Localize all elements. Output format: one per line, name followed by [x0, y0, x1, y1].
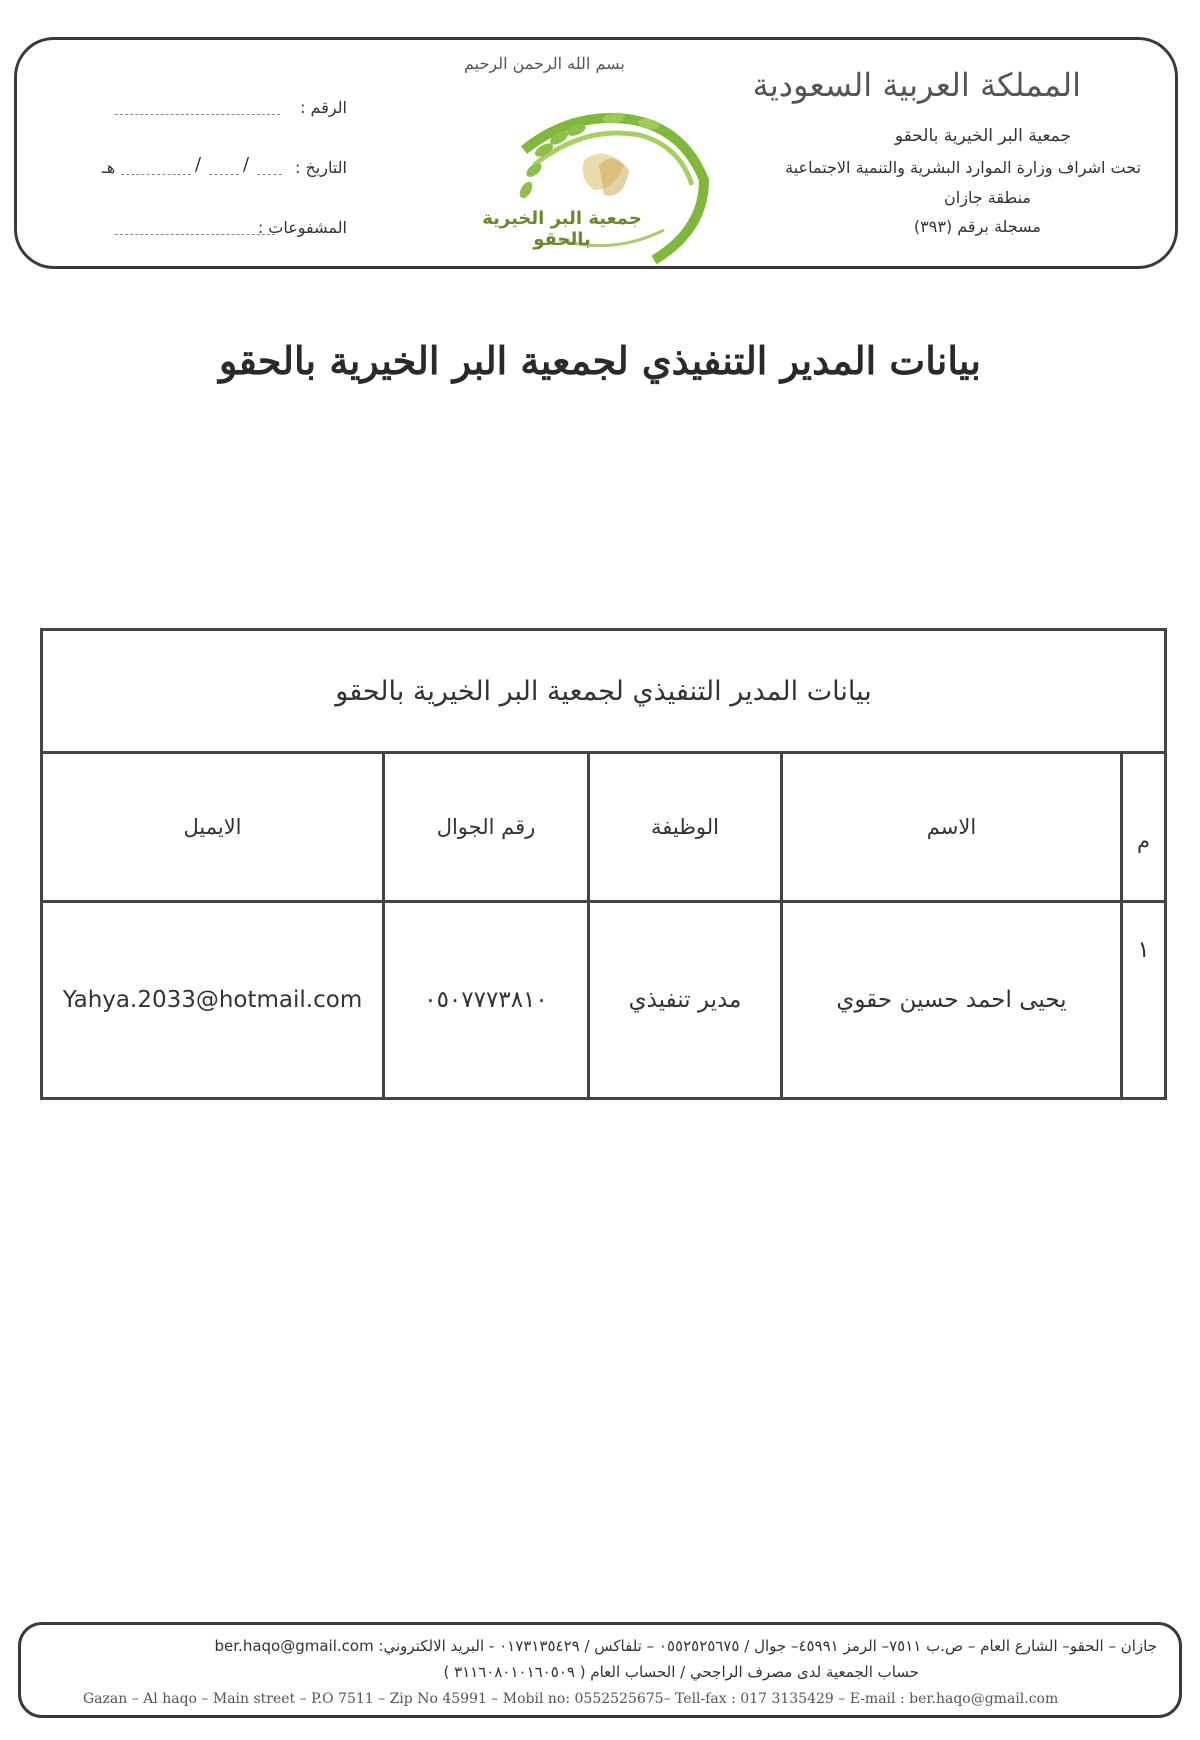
- table-caption: بيانات المدير التنفيذي لجمعية البر الخيرية بالحقو: [43, 631, 1164, 754]
- table-header-row: [43, 754, 1164, 902]
- cell-num: ١: [1122, 902, 1165, 1098]
- header-mobile: رقم الجوال: [384, 754, 589, 902]
- region-text: منطقة جازان: [944, 188, 1031, 207]
- header-name: الاسم: [782, 754, 1122, 902]
- date-suffix: هـ: [102, 158, 116, 177]
- header-email: الايميل: [43, 754, 384, 902]
- number-line: [115, 114, 280, 115]
- date-separator: /: [243, 154, 250, 175]
- attachments-label: المشفوعات :: [257, 218, 347, 237]
- logo-text: جمعية البر الخيرية بالحقو: [482, 208, 642, 250]
- letterhead: [14, 37, 1178, 269]
- org-name: جمعية البر الخيرية بالحقو: [894, 126, 1071, 146]
- footer-bank-account: حساب الجمعية لدى مصرف الراجحي / الحساب العام ( ٣١١٦٠٨٠١٠١٦٠٥٠٩ ): [443, 1663, 919, 1681]
- cell-email: Yahya.2033@hotmail.com: [62, 987, 363, 1013]
- table-row: [43, 902, 1164, 1098]
- cell-job: مدير تنفيذي: [589, 902, 782, 1098]
- header-job: الوظيفة: [589, 754, 782, 902]
- basmala: بسم الله الرحمن الرحيم: [464, 54, 625, 73]
- charity-logo: [464, 90, 754, 280]
- number-label: الرقم :: [300, 98, 347, 117]
- date-label: التاريخ :: [294, 158, 347, 177]
- footer-address-english: Gazan – Al haqo – Main street – P.O 7511 – Zip No 45991 – Mobil no: 0552525675– Tell-fax : 017 3135429 – E-mail : ber.haqo@gmail.com: [83, 1691, 1059, 1707]
- cell-name: يحيى احمد حسين حقوي: [782, 902, 1122, 1098]
- date-line-month: [209, 174, 239, 175]
- cell-mobile: ٠٥٠٧٧٧٣٨١٠: [384, 902, 589, 1098]
- header-num: م: [1122, 754, 1165, 902]
- date-separator: /: [195, 154, 202, 175]
- date-line-year: [121, 174, 191, 175]
- executive-director-table: [40, 628, 1167, 1100]
- kingdom-name: المملكة العربية السعودية: [752, 66, 1081, 104]
- footer-address-arabic: جازان – الحقو– الشارع العام – ص.ب ٧٥١١– الرمز ٤٥٩٩١– جوال / ٠٥٥٢٥٢٥٦٧٥ – تلفاكس / ٠١٧٣١٣٥٤٢٩ - البريد الالكتروني: ber.haqo@gmail.com: [214, 1637, 1157, 1655]
- registration-text: مسجلة برقم (٣٩٣): [913, 217, 1041, 236]
- page-title: بيانات المدير التنفيذي لجمعية البر الخيرية بالحقو: [219, 338, 981, 383]
- footer: [18, 1622, 1182, 1718]
- attachments-line: [115, 234, 275, 235]
- date-line-day: [257, 174, 282, 175]
- supervision-text: تحت اشراف وزارة الموارد البشرية والتنمية الاجتماعية: [785, 158, 1141, 177]
- data-table: [43, 754, 1164, 1097]
